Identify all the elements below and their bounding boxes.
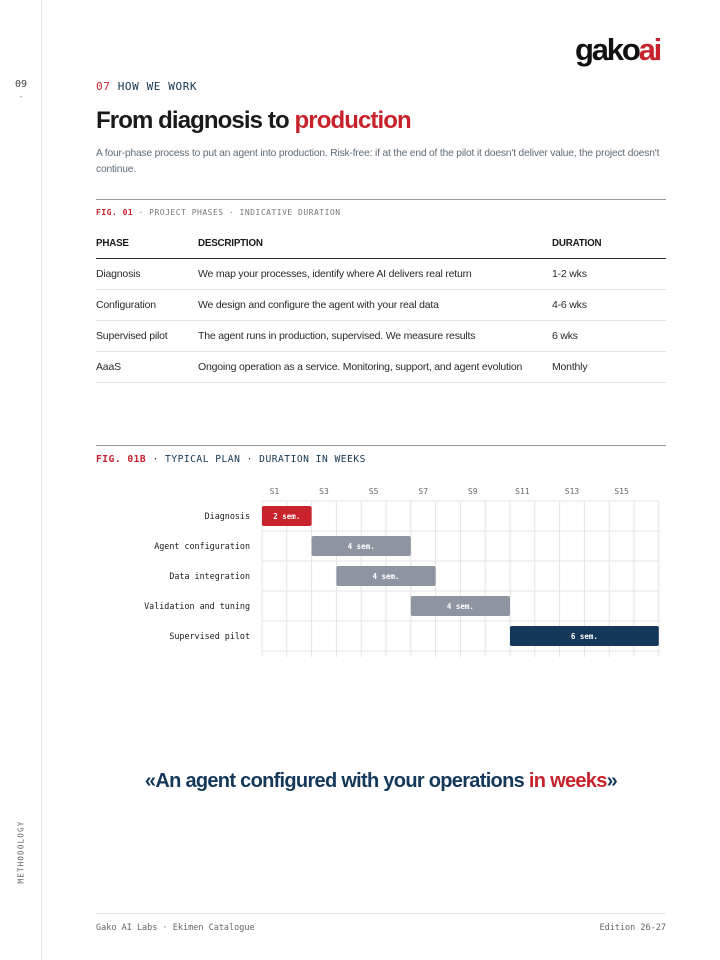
cell-phase: Supervised pilot [96, 320, 198, 351]
cell-duration: 1-2 wks [552, 258, 666, 289]
footer-edition: Edition 26-27 [599, 923, 666, 933]
week-tick-label: S7 [418, 487, 429, 496]
cell-duration: Monthly [552, 351, 666, 382]
week-tick-label: S3 [319, 487, 329, 496]
task-bar-label: 4 sem. [347, 542, 375, 551]
quote-close-mark: » [606, 770, 618, 792]
cell-phase: AaaS [96, 351, 198, 382]
cell-phase: Diagnosis [96, 258, 198, 289]
quote-highlight: in weeks [528, 770, 607, 792]
week-tick-label: S13 [564, 487, 580, 496]
header-description: DESCRIPTION [198, 229, 552, 258]
section-number: 07 [96, 80, 111, 93]
cell-duration: 6 wks [552, 320, 666, 351]
task-bar-label: 4 sem. [446, 602, 474, 611]
task-bar-label: 2 sem. [273, 512, 301, 521]
page-number: 09 [14, 79, 28, 90]
fig2-number: FIG. 01B [96, 454, 147, 465]
title-main: From diagnosis to [96, 107, 289, 134]
fig1-caption-text: · PROJECT PHASES · INDICATIVE DURATION [133, 208, 341, 217]
task-name-label: Diagnosis [204, 511, 250, 521]
fig1-number: FIG. 01 [96, 208, 134, 217]
week-tick-label: S1 [269, 487, 280, 496]
cell-description: We map your processes, identify where AI delivers real return [198, 258, 552, 289]
cell-description: We design and configure the agent with your real data [198, 289, 552, 320]
week-tick-label: S9 [467, 487, 478, 496]
cell-description: Ongoing operation as a service. Monitoring, support, and agent evolution [198, 351, 552, 382]
week-tick-label: S11 [515, 487, 530, 496]
task-bar-label: 4 sem. [372, 572, 400, 581]
cell-duration: 4-6 wks [552, 289, 666, 320]
task-bar-label: 6 sem. [570, 632, 598, 641]
header-phase: PHASE [96, 229, 198, 258]
week-tick-label: S15 [614, 487, 629, 496]
task-name-label: Data integration [169, 571, 250, 581]
fig2-caption-text: · TYPICAL PLAN · DURATION IN WEEKS [146, 454, 366, 465]
footer-rule [96, 913, 666, 914]
logo-part-gako: gako [575, 32, 639, 67]
cell-phase: Configuration [96, 289, 198, 320]
task-name-label: Validation and tuning [144, 601, 250, 611]
page-number-dash: - [18, 92, 24, 102]
quote-text: An agent configured with your operations [155, 770, 529, 792]
lead-paragraph: A four-phase process to put an agent into production. Risk-free: if at the end of the pilot it doesn't deliver value, the project doesn't continue. [96, 148, 660, 175]
header-duration: DURATION [552, 229, 666, 258]
title-highlight: production [294, 107, 411, 134]
cell-description: The agent runs in production, supervised. We measure results [198, 320, 552, 351]
pull-quote [0, 770, 720, 793]
task-name-label: Supervised pilot [169, 631, 250, 641]
week-tick-label: S5 [368, 487, 379, 496]
task-name-label: Agent configuration [154, 541, 250, 551]
logo-part-ai: ai [638, 32, 661, 67]
section-label: HOW WE WORK [117, 80, 198, 93]
quote-open-mark: « [144, 770, 156, 792]
footer-publisher: Gako AI Labs · Ekimen Catalogue [96, 923, 255, 933]
side-section-label: METHODOLOGY [16, 820, 26, 884]
